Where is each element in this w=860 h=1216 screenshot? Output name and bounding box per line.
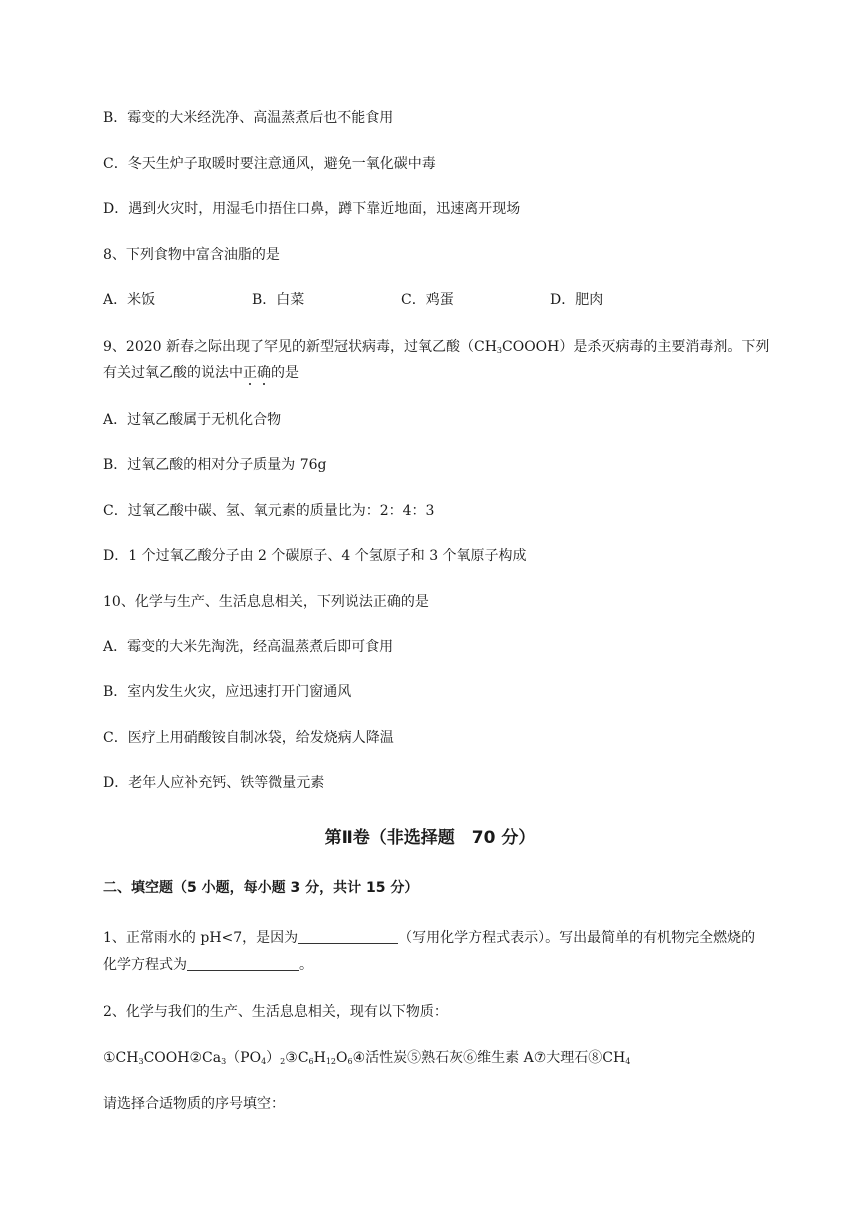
answer-blank[interactable]: [187, 956, 299, 971]
emphasis-dot-char: 正: [243, 365, 257, 381]
part-two-title: 第Ⅱ卷（非选择题 70 分）: [324, 828, 536, 848]
q8-option-a: A．米饭: [103, 292, 156, 308]
q7-option-b: B．霉变的大米经洗净、高温蒸煮后也不能食用: [103, 110, 394, 126]
answer-blank[interactable]: [298, 929, 398, 944]
q8-option-c: C．鸡蛋: [401, 292, 454, 308]
q9-option-b: B．过氧乙酸的相对分子质量为 76g: [103, 457, 327, 473]
q10-stem: 10、化学与生产、生活息息相关，下列说法正确的是: [103, 594, 429, 610]
q8-option-d: D．肥肉: [550, 292, 604, 308]
q10-option-a: A．霉变的大米先淘洗，经高温蒸煮后即可食用: [103, 639, 394, 655]
q8-stem: 8、下列食物中富含油脂的是: [103, 247, 280, 263]
q9-option-c: C．过氧乙酸中碳、氢、氧元素的质量比为：2：4：3: [103, 503, 435, 519]
fill2-stem: 2、化学与我们的生产、生活息息相关，现有以下物质：: [103, 1004, 448, 1020]
fill1-line1: 1、正常雨水的 pH<7，是因为 （写用化学方程式表示）。写出最简单的有机物完全燃烧的: [103, 930, 756, 946]
q10-option-d: D．老年人应补充钙、铁等微量元素: [103, 775, 325, 791]
q9-option-d: D．1 个过氧乙酸分子由 2 个碳原子、4 个氢原子和 3 个氧原子构成: [103, 548, 527, 564]
section-two-heading: 二、填空题（5 小题，每小题 3 分，共计 15 分）: [103, 880, 419, 896]
q7-option-c: C．冬天生炉子取暖时要注意通风，避免一氧化碳中毒: [103, 156, 436, 172]
emphasis-dot-char: 确: [257, 365, 271, 381]
q9-stem-line1: 9、2020 新春之际出现了罕见的新型冠状病毒，过氧乙酸$(CH_3COOOH)$是杀灭病毒的主要消毒剂。下列: [103, 339, 770, 355]
q10-option-c: C．医疗上用硝酸铵自制冰袋，给发烧病人降温: [103, 730, 394, 746]
q9-option-a: A．过氧乙酸属于无机化合物: [103, 412, 282, 428]
q8-option-b: B．白菜: [252, 292, 305, 308]
fill2-instruction: 请选择合适物质的序号填空：: [103, 1096, 285, 1112]
fill2-substances: $①CH_3COOH②Ca_3(PO_4)_2③C_6H_{12}O_6④$活性炭⑤熟石灰⑥维生素 A⑦大理石$⑧CH_4$: [103, 1050, 631, 1066]
q9-stem-line2: 有关过氧乙酸的说法中正确的是: [103, 365, 299, 381]
q10-option-b: B．室内发生火灾，应迅速打开门窗通风: [103, 684, 352, 700]
fill1-line2: 化学方程式为 。: [103, 957, 313, 973]
q8-options: [103, 289, 802, 311]
q7-option-d: D．遇到火灾时，用湿毛巾捂住口鼻，蹲下靠近地面，迅速离开现场: [103, 201, 521, 217]
